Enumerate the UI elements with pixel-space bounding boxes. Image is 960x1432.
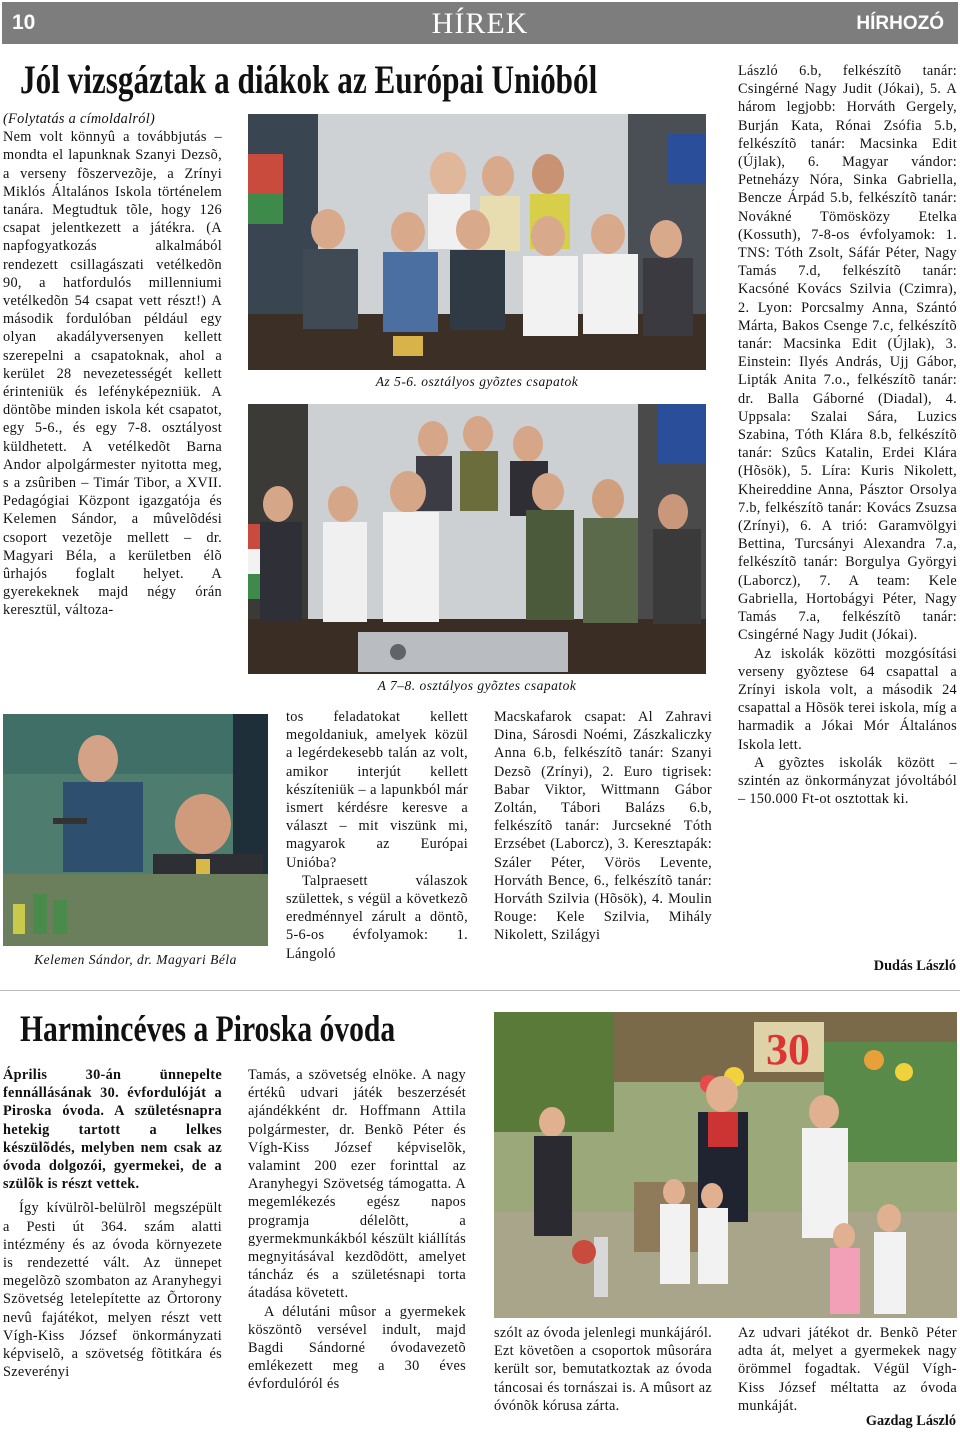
article2-paragraph: szólt az óvoda jelenlegi munkájáról. Ezt követõen a csoportok mûsorára került sor, bemutatkoztak az óvoda táncosai és tornászai is. A mûsort az óvónõk kórusa zárta. — [494, 1325, 712, 1414]
caption-photo-winners-7-8: A 7–8. osztályos gyõztes csapatok — [377, 678, 577, 693]
article1-paragraph: Talpraesett válaszok születtek, s végül a következõ eredménnyel zárult a döntõ, 5-6-os évfolyamok: 1. Lángoló — [286, 872, 468, 962]
svg-text:30: 30 — [766, 1025, 810, 1074]
article2-column-2 — [248, 1066, 466, 1430]
page-number: 10 — [12, 11, 36, 34]
section-name: HÍRHOZÓ — [856, 13, 944, 34]
page-header — [2, 2, 958, 44]
article1-column-2 — [286, 708, 468, 984]
article2-headline: Harmincéves a Piroska óvoda — [20, 1009, 396, 1050]
article1-column-4 — [738, 62, 957, 958]
article2-column-3 — [494, 1324, 712, 1430]
article1-signature: Dudás László — [873, 958, 956, 974]
article2-paragraph: A délutáni mûsor a gyermekek köszöntõ versével indult, majd Bagdi Sándorné óvodavezetõ emlékezett meg a 30 éves évfordulóról és — [248, 1303, 466, 1393]
article2-column-1 — [3, 1066, 222, 1430]
continuation-note: (Folytatás a címoldalról) — [3, 111, 156, 127]
article1-paragraph: Az iskolák közötti mozgósítási verseny gyõztese 64 csapattal a Zrínyi iskola volt, a második 24 csapattal a Hõsök terei iskola, míg a harmadik a Jókai Mór Általános Iskola lett. — [738, 645, 957, 753]
photo-winners-7-8 — [248, 404, 706, 674]
article2-column-4 — [738, 1324, 957, 1414]
caption-photo-winners-5-6: Az 5-6. osztályos gyõztes csapatok — [375, 374, 579, 389]
article1-headline: Jól vizsgáztak a diákok az Európai Unióból — [20, 57, 598, 102]
article2-signature: Gazdag László — [865, 1413, 956, 1429]
article-divider — [0, 990, 960, 991]
article1-column-3 — [494, 708, 712, 984]
article2-paragraph: Az udvari játékot dr. Benkõ Péter adta át, melyet a gyermekek nagy örömmel fogadtak. Végül Vígh-Kiss József méltatta az óvoda munkáját. — [738, 1325, 957, 1414]
article2-paragraph: Tamás, a szövetség elnöke. A nagy értékû udvari játék beszerzését ajándékként dr. Hoffmann Attila polgármester, dr. Benkõ Péter és Vígh-Kiss József képviselõk, valamint 200 ezer forinttal az Aranyhegyi Szövetség támogatta. A megemlékezés egész napos programja délelõtt, a gyermekmunkákból készült kiállítás megnyitásával kezdõdött, amelyet táncház és a születésnapi torta átadása követett. — [248, 1067, 466, 1302]
photo-winners-5-6 — [248, 114, 706, 370]
article1-paragraph: tos feladatokat kellett megoldaniuk, amelyek közül a legérdekesebb talán az volt, amikor interjút kellett készíteniük – a lapunkból már ismert kérdésre keresve a választ – mit viszünk mi, magyarok az Európai Unióba? — [286, 709, 468, 871]
photo-kindergarten-celebration — [494, 1012, 957, 1318]
article2-lead: Április 30-án ünnepelte fennállásának 30. évfordulóját a Piroska óvoda. A születésnapra hetekig tartott a lelkes készülõdés, melyben nem csak az óvoda dolgozói, gyermekei, de a szülõk is részt vettek. — [3, 1067, 222, 1193]
article1-paragraph: Macskafarok csapat: Al Zahravi Dina, Sárosdi Noémi, Zászkaliczky Anna 6.b, felkészítõ tanár: Szanyi Dezsõ (Zrínyi), 2. Euro tigrisek: Babar Viktor, Wittmann Gábor Zoltán, Tábori Balázs 6.b, felkészítõ tanár: Jurcsekné Tóth Erzsébet (Laborcz), 3. Keresztapák: Száler Péter, Vörös Levente, Horváth Bence, 6., felkészítõ tanár: Horváth Szilvia (Hõsök), 4. Moulin Rouge: Kele Szilvia, Mihály Nikolett, Szilágyi — [494, 709, 712, 944]
publication-title: HÍREK — [431, 7, 529, 40]
article2-paragraph: Így kívülrõl-belülrõl megszépült a Pesti út 364. szám alatti intézmény és az óvoda környezete is rendezetté vált. Az ünnepet megelõzõ szombaton az Aranyhegyi Szövetség letelepítette az Õrtorony nevû fajátékot, melyen részt vett Vígh-Kiss József önkormányzati képviselõ, a szövetség fõtitkára és Szeverényi — [3, 1200, 222, 1381]
article1-paragraph: A gyõztes iskolák között – szintén az önkormányzat jóvoltából – 150.000 Ft-ot osztottak ki. — [738, 754, 957, 808]
article1-column-1 — [3, 110, 222, 700]
caption-photo-jury: Kelemen Sándor, dr. Magyari Béla — [34, 952, 237, 967]
photo-jury — [3, 714, 268, 946]
article1-paragraph: Nem volt könnyû a továbbjutás – mondta el lapunknak Szanyi Dezsõ, a verseny fõszervezõje, a Zrínyi Miklós Általános Iskola történelem tanára. Megtudtuk tõle, hogy 126 csapat jelentkezett a játékra. (A napfogyatkozás alkalmából rendezett csillagászati vetélkedõn 90, a hatfordulós millenniumi vetélkedõn 54 csapat vett részt!) A második fordulóban például egy olyan akadályversenyen kellett szerepelni a csapatoknak, ahol a kerület 28 nevezetességét kellett érinteniük és lefényképezniük. A döntõbe minden iskola két csapatot, egy 5-6., és egy 7-8. osztályost küldhetett. A vetélkedõt Barna Andor alpolgármester nyitotta meg, s a zsûriben – Timár Tibor, a XVII. Pedagógiai Központ igazgatója és Kelemen Sándor, a mûvelõdési csoport vezetõje mellett – dr. Magyari Béla, a kerületben élõ ûrhajós foglalt helyet. A gyerekeknek majd négy órán keresztül, változa- — [3, 129, 222, 619]
article1-paragraph: László 6.b, felkészítõ tanár: Csingérné Nagy Judit (Jókai), 5. A három legjobb: Horváth Gergely, Burján Kata, Rónai Zsófia 5.b, felkészítõ tanár: Macsinka Edit (Újlak), 6. Magyar vándor: Petneházy Nóra, Sinka Gabriella, Bencze Árpád 5.b, felkészítõ tanár: Novákné Tömösközy Etelka (Kossuth), 7-8-os évfolyamok: 1. TNS: Tóth Zsolt, Sáfár Péter, Nagy Tamás 7.d, felkészítõ tanár: Kacsóné Kovács Szilvia (Czimra), 2. Lyon: Porcsalmy Anna, Szántó Márta, Bakos Csenge 7.c, felkészítõ tanár: Macsinka Edit (Újlak), 3. Einstein: Ilyés András, Ujj Gábor, Lipták Anita 7.o., felkészítõ tanár: dr. Balla Gáborné (Diadal), 4. Uppsala: Szalai Sára, Luzics Szabina, Tóth Klára 8.b, felkészítõ tanár: Szûcs Katalin, Erdei Klára (Hõsök), 5. Líra: Kuris Nikolett, Kheireddine Anna, Pásztor Orsolya 7.b, felkészítõ tanár: Kovács Zsuzsa (Zrínyi), 6. A trió: Garamvölgyi Bettina, Turcsányi Alexandra 7.a, felkészítõ tanár: Borgulya Györgyi (Laborcz), 7. A team: Kele Gabriella, Hortobágyi Péter, Nagy Tamás 7.a, felkészítõ tanár: Csingérné Nagy Judit (Jókai). — [738, 63, 957, 644]
